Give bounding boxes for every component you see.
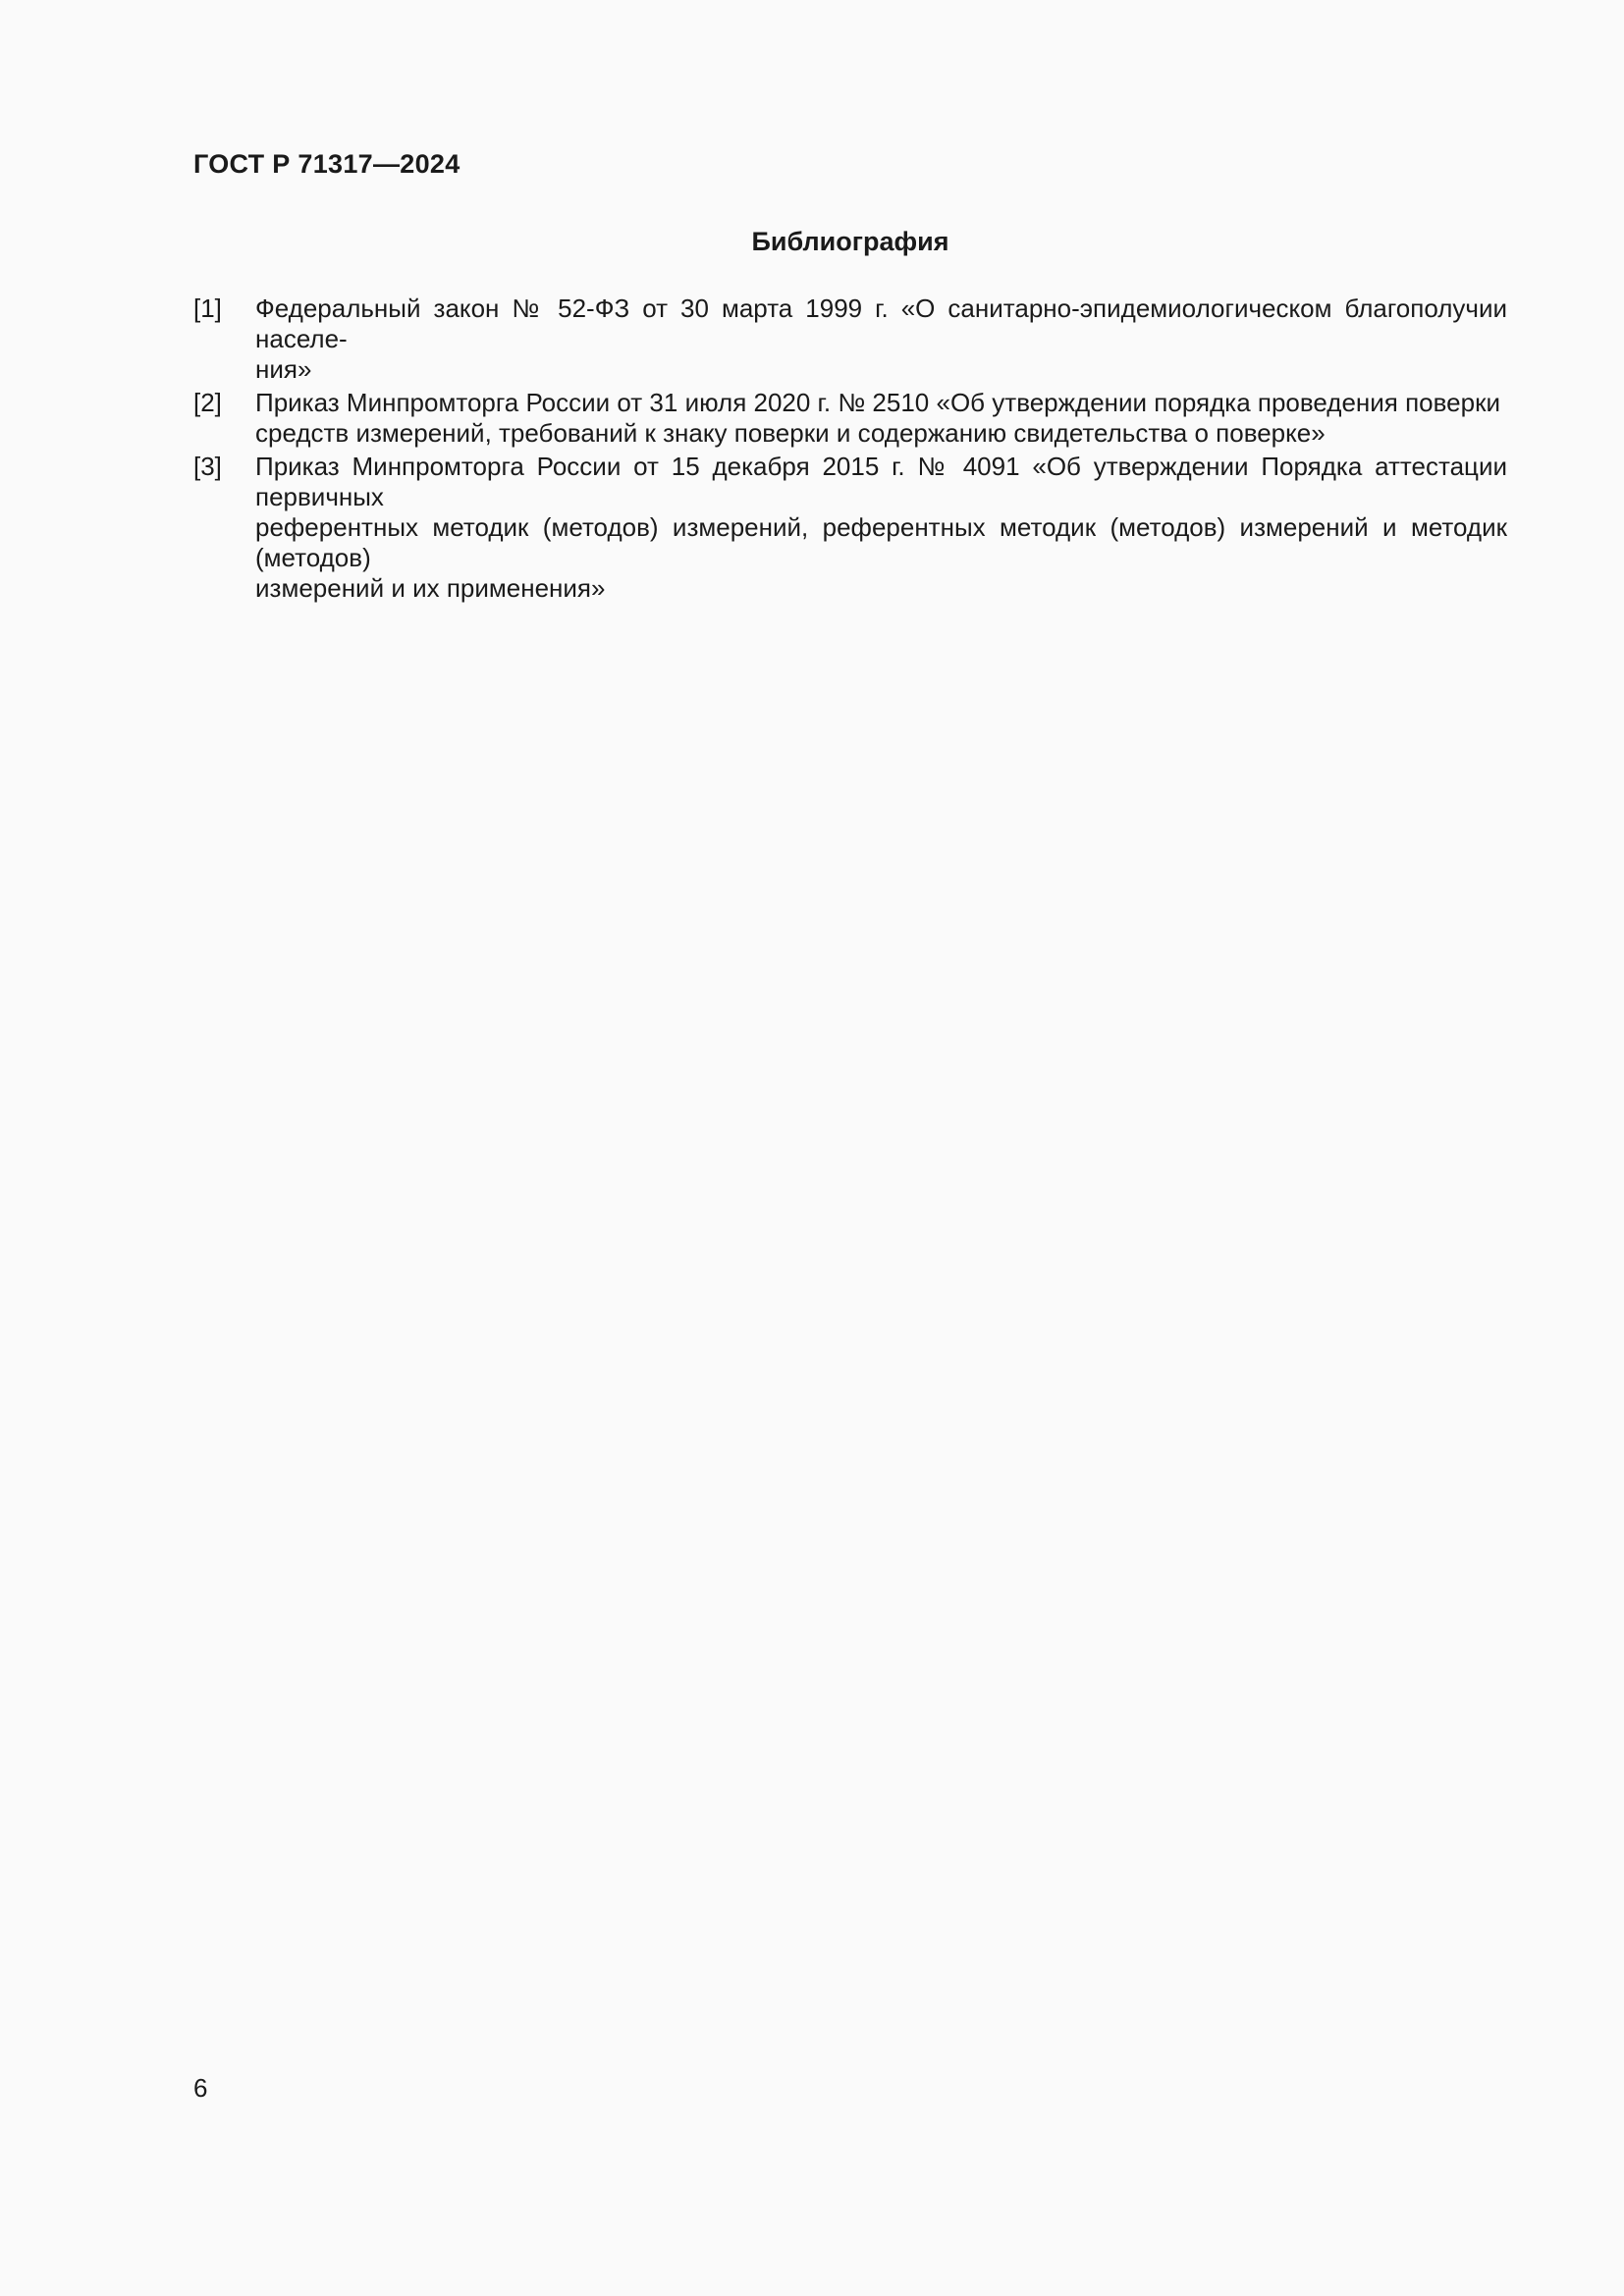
document-code: ГОСТ Р 71317—2024	[193, 149, 460, 179]
bibliography-item	[193, 452, 1507, 604]
bibliography-item-line: средств измерений, требований к знаку поверки и содержанию свидетельства о поверке»	[255, 418, 1326, 448]
bibliography-item	[193, 294, 1507, 385]
page-number: 6	[193, 2073, 208, 2103]
bibliography-item-text	[255, 388, 1507, 449]
bibliography-item-text	[255, 294, 1507, 385]
bibliography-item-text	[255, 452, 1507, 604]
bibliography-item-number: [3]	[193, 452, 222, 481]
bibliography-item-number: [2]	[193, 388, 222, 417]
bibliography-item-line: ния»	[255, 354, 312, 384]
bibliography-item-line: референтных методик (методов) измерений, референтных методик (методов) измерений и методик (методов)	[255, 512, 1507, 572]
bibliography-item-line: Федеральный закон № 52-ФЗ от 30 марта 1999 г. «О санитарно-эпидемиологическом благополучии населе-	[255, 294, 1507, 353]
bibliography-item-line: измерений и их применения»	[255, 573, 606, 603]
section-title: Библиография	[751, 227, 949, 256]
bibliography-item-line: Приказ Минпромторга России от 31 июля 2020 г. № 2510 «Об утверждении порядка проведения поверки	[255, 388, 1500, 417]
bibliography-list	[193, 294, 1507, 607]
bibliography-item-number: [1]	[193, 294, 222, 323]
bibliography-item-line: Приказ Минпромторга России от 15 декабря 2015 г. № 4091 «Об утверждении Порядка аттестации первичных	[255, 452, 1507, 511]
bibliography-item	[193, 388, 1507, 449]
